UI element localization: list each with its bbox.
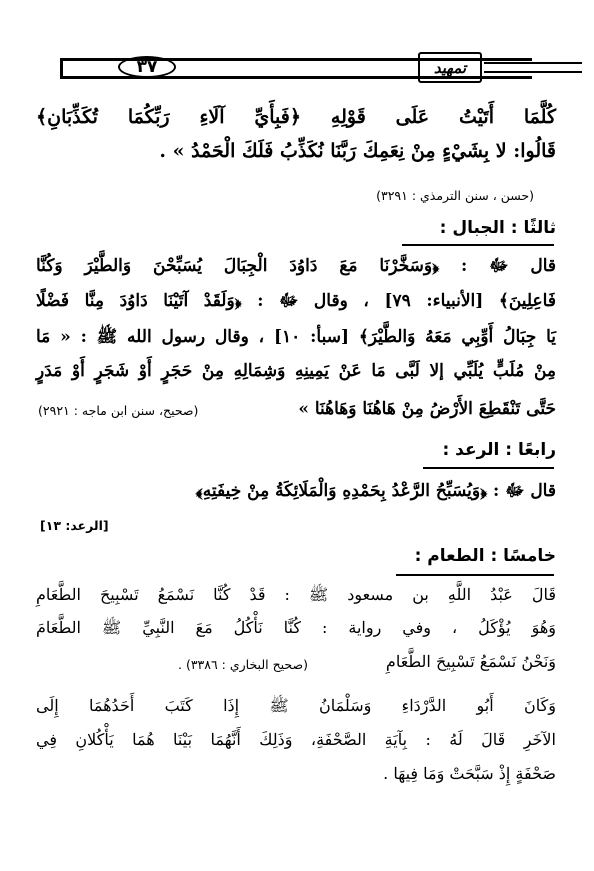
heading-underline [396,574,554,576]
text-line: مِنْ مُلَبٍّ يُلَبِّي إلا لَبَّى مَا عَنْ يَمِينِهِ وَشِمَالِهِ مِنْ حَجَرٍ أَوْ شَجَرٍ أَوْ مَدَرٍ [36,361,556,381]
text-line: فَاعِلِينَ﴾ [الأنبياء: ٧٩] ، وقال ﷻ : ﴿وَلَقَدْ آتَيْنَا دَاوُدَ مِنَّا فَضْلًا [36,291,556,311]
text-line: وَنَحْنُ نَسْمَعُ تَسْبِيحَ الطَّعَامِ [385,652,556,671]
citation: (صحيح البخاري : ٣٣٨٦) . [178,657,308,672]
section-label: تمهيد [418,52,482,83]
header-rule-left-end [60,58,63,79]
page-number: ٣٧ [118,56,176,78]
text-line: يَا جِبَالُ أَوِّبِي مَعَهُ وَالطَّيْرَ﴾ [سبأ: ١٠] ، وقال رسول الله ﷺ : « مَا [36,327,557,347]
text-line: حَتَّى تَنْقَطِعَ الأَرْضُ مِنْ هَاهُنَا وَهَاهُنَا » [298,399,556,419]
page-header [0,0,594,95]
text-line: قال ﷻ : ﴿وَيُسَبِّحُ الرَّعْدُ بِحَمْدِهِ وَالْمَلَائِكَةُ مِنْ خِيفَتِهِ﴾ [195,481,556,501]
citation: (حسن ، سنن الترمذي : ٣٢٩١) [376,188,534,203]
header-rule-right-top [484,62,582,64]
section-heading: ثالثًا : الجبال : [439,218,556,238]
text-line: قَالُوا: لا بِشَيْءٍ مِنْ نِعَمِكَ رَبَّنَا نُكَذِّبُ فَلَكَ الْحَمْدُ » . [159,140,556,162]
verse-reference: [الرعد: ١٣] [40,518,109,533]
heading-underline [402,244,554,246]
text-line: قال ﷻ : ﴿وَسَخَّرْنَا مَعَ دَاوُدَ الْجِبَالَ يُسَبِّحْنَ وَالطَّيْرَ وَكُنَّا [36,256,556,276]
header-rule-right-bottom [484,71,582,73]
citation: (صحيح، سنن ابن ماجه : ٢٩٢١) [38,403,199,418]
section-heading: رابعًا : الرعد : [442,440,556,460]
section-heading: خامسًا : الطعام : [414,546,556,566]
text-line: وَكَانَ أَبُو الدَّرْدَاءِ وَسَلْمَانُ ﷺ إِذَا كَتَبَ أَحَدُهُمَا إِلَى [36,696,556,715]
heading-underline [423,467,554,469]
text-line: قَالَ عَبْدُ اللَّهِ بن مسعود ﷺ : قَدْ كُنَّا نَسْمَعُ تَسْبِيحَ الطَّعَامِ [36,585,556,604]
text-line: صَحْفَةٍ إِذْ سَبَّحَتْ وَمَا فِيهَا . [383,764,556,783]
text-line: الآخَرِ قَالَ لَهُ : بِآيَةِ الصَّحْفَةِ، وَذَلِكَ أَنَّهُمَا بَيْنَا هُمَا يَأْكُلانِ فِي [36,730,556,749]
text-line: كُلَّمَا أَتَيْتُ عَلَى قَوْلِهِ ﴿فَبِأَيِّ آلَاءِ رَبِّكُمَا تُكَذِّبَانِ﴾ [36,106,556,128]
text-line: وَهُوَ يُؤْكَلُ ، وفي رواية : كُنَّا نَأْكُلُ مَعَ النَّبِيِّ ﷺ الطَّعَامَ [36,618,556,637]
